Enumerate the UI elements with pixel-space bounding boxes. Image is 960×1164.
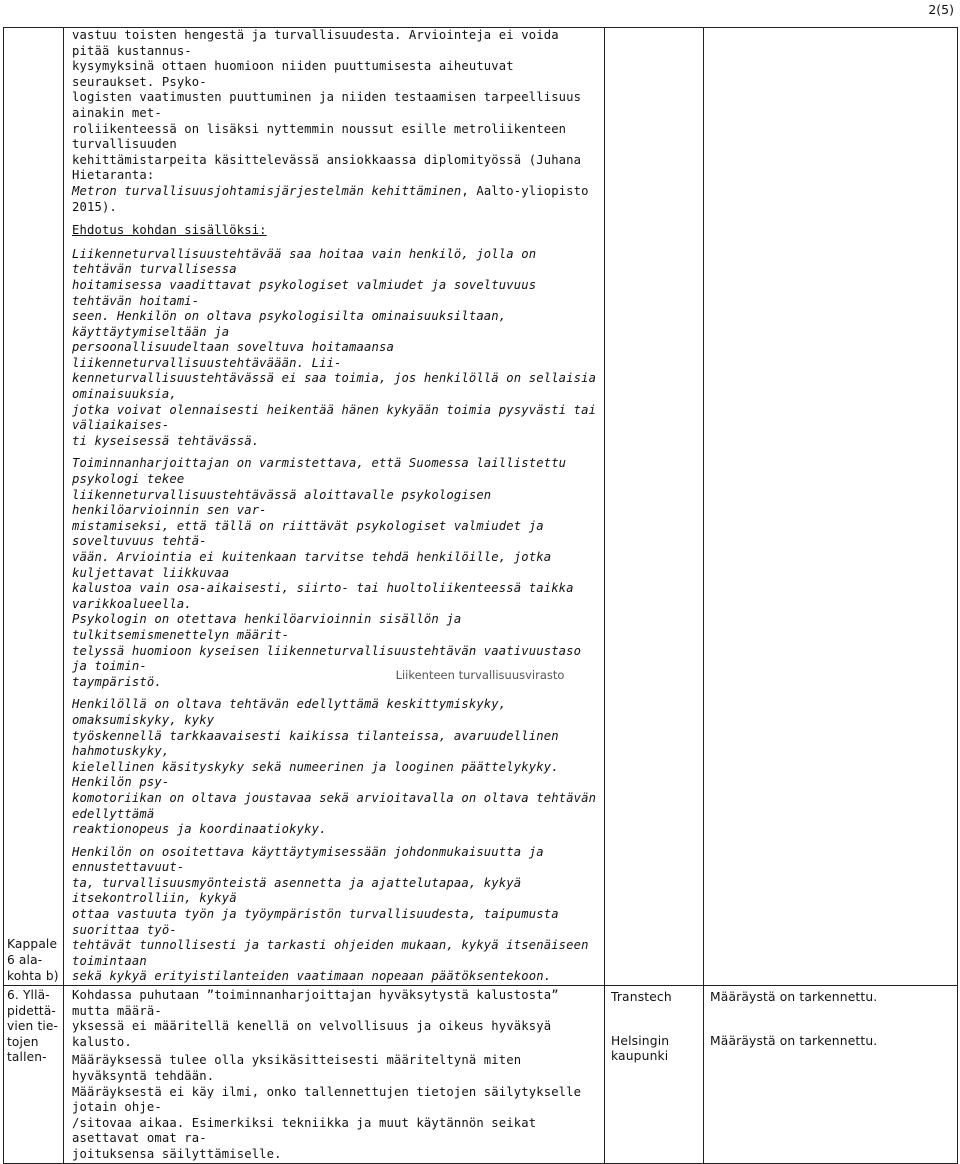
text-line: mistamiseksi, että tällä on riittävät psykologiset valmiudet ja soveltuvuus tehtä- <box>72 518 544 549</box>
text-line: joituksensa säilyttämiselle. <box>72 1146 282 1161</box>
text-line: reaktionopeus ja koordinaatiokyky. <box>72 822 327 837</box>
text-line: kielellinen käsityskyky sekä numeerinen ja looginen päättelykyky. Henkilön psy- <box>72 759 559 790</box>
text-line: seen. Henkilön on oltava psykologisilta ominaisuuksiltaan, käyttäytymiseltään ja <box>72 309 507 339</box>
text-line: kehittämistarpeita käsittelevässä ansiokkaassa diplomityössä (Juhana Hietaranta: <box>72 152 582 183</box>
proposal-heading: Ehdotus kohdan sisällöksi: <box>72 223 267 238</box>
section-label-line: vien tie- <box>7 1019 59 1034</box>
text-line: vastuu toisten hengestä ja turvallisuudesta. Arviointeja ei voida pitää kustannus- <box>72 28 559 58</box>
text-line: Kohdassa puhutaan ”toiminnanharjoittajan hyväksytystä kalustosta” mutta määrä- <box>72 988 559 1018</box>
thesis-source: , Aalto-yliopisto 2015). <box>72 183 589 214</box>
organisation-line: Helsingin <box>611 1033 670 1048</box>
text-line: sekä kykyä erityistilanteiden vaatimaan nopeaan päätöksentekoon. <box>72 969 552 984</box>
section-cell <box>4 986 64 1164</box>
text-line: kysymyksinä ottaen huomioon niiden puuttumisesta aiheutuvat seuraukset. Psyko- <box>72 59 514 89</box>
table-row <box>4 986 958 1164</box>
section-label-line: kohta b) <box>7 969 59 984</box>
comment-cell <box>64 986 605 1164</box>
section-label <box>7 933 60 985</box>
comment-cell <box>64 28 605 986</box>
response-text: Määräystä on tarkennettu. <box>710 990 878 1005</box>
text-line: tehtävät tunnollisesti ja tarkasti ohjeiden mukaan, kykyä itsenäiseen toimintaan <box>72 938 589 968</box>
organisation-cell <box>605 986 704 1164</box>
proposal-paragraph-4 <box>72 845 598 985</box>
section-label-line: tallen- <box>7 1050 47 1065</box>
table-row <box>4 28 958 986</box>
text-line: ta, turvallisuusmyönteistä asennetta ja ajattelutapaa, kykyä itsekontrolliin, kykyä <box>72 875 522 906</box>
text-line: vään. Arviointia ei kuitenkaan tarvitse tehdä henkilöille, jotka kuljettavat liikkuvaa <box>72 550 552 580</box>
section-label-line: 6 ala- <box>7 953 43 968</box>
text-line: /sitovaa aikaa. Esimerkiksi tekniikka ja muut käytännön seikat asettavat omat ra- <box>72 1115 537 1146</box>
text-line: Toiminnanharjoittajan on varmistettava, että Suomessa laillistettu psykologi tekee <box>72 456 567 487</box>
text-line: Psykologin on otettava henkilöarvioinnin sisällön ja tulkitsemismenettelyn määrit- <box>72 612 462 642</box>
text-line: Henkilöllä on oltava tehtävän edellyttämä keskittymiskyky, omaksumiskyky, kyky <box>72 697 507 727</box>
proposal-paragraph-3 <box>72 697 598 837</box>
text-line: kalustoa vain osa-aikaisesti, siirto- tai huoltoliikenteessä taikka varikkoalueella. <box>72 581 574 611</box>
text-line: Henkilön on osoitettava käyttäytymisessään johdonmukaisuutta ja ennustettavuut- <box>72 844 544 875</box>
text-line: ti kyseisessä tehtävässä. <box>72 433 260 448</box>
text-line: jotka voivat olennaisesti heikentää hänen kykyään toimia pysyvästi tai väliaikaises- <box>72 402 597 433</box>
proposal-paragraph-2 <box>72 456 598 690</box>
response-cell <box>704 986 958 1164</box>
footer-agency-name: Liikenteen turvallisuusvirasto <box>395 668 565 682</box>
section-cell <box>4 28 64 986</box>
response-cell <box>704 28 958 986</box>
text-line <box>72 184 598 215</box>
text-line: roliikenteessä on lisäksi nyttemmin noussut esille metroliikenteen turvallisuuden <box>72 121 567 152</box>
text-line: työskennellä tarkkaavaisesti kaikissa tilanteissa, avaruudellinen hahmotuskyky, <box>72 728 559 759</box>
text-line: hoitamisessa vaadittavat psykologiset valmiudet ja soveltuvuus tehtävän hoitami- <box>72 277 537 308</box>
text-line: Määräyksestä ei käy ilmi, onko tallennettujen tietojen säilytykselle jotain ohje- <box>72 1084 582 1115</box>
text-line: persoonallisuudeltaan soveltuva hoitamaansa liikenneturvallisuustehtäväään. Lii- <box>72 340 394 370</box>
paragraph-background <box>72 28 598 215</box>
comments-table <box>3 27 958 1164</box>
organisation-name: Transtech <box>611 990 672 1005</box>
proposal-paragraph-1 <box>72 247 598 450</box>
section-label-line: tojen <box>7 1034 39 1049</box>
text-line: liikenneturvallisuustehtävässä aloittavalle psykologisen henkilöarvioinnin sen var- <box>72 487 492 518</box>
text-line: ottaa vastuuta työn ja työympäristön turvallisuudesta, taipumusta suorittaa työ- <box>72 907 559 937</box>
response-text: Määräystä on tarkennettu. <box>710 1033 878 1048</box>
section-label-line: pidettä- <box>7 1003 56 1018</box>
text-line: telyssä huomioon kyseisen liikenneturvallisuustehtävän vaativuustaso ja toimin- <box>72 643 582 674</box>
text-line: komotoriikan on oltava joustavaa sekä arvioitavalla on oltava tehtävän edellyttämä <box>72 790 597 821</box>
text-line: Määräyksessä tulee olla yksikäsitteisesti määriteltynä miten hyväksyntä tehdään. <box>72 1053 522 1083</box>
section-label-line: Kappale <box>7 937 58 952</box>
text-line: logisten vaatimusten puuttuminen ja niiden testaamisen tarpeellisuus ainakin met- <box>72 90 582 120</box>
organisation-cell <box>605 28 704 986</box>
text-line: Liikenneturvallisuustehtävää saa hoitaa vain henkilö, jolla on tehtävän turvallisessa <box>72 246 537 277</box>
text-line: kenneturvallisuustehtävässä ei saa toimia, jos henkilöllä on sellaisia ominaisuuksia, <box>72 371 597 402</box>
page-number: 2(5) <box>928 2 954 17</box>
text-line: taympäristö. <box>72 674 162 689</box>
section-label-line: 6. Yllä- <box>7 988 50 1003</box>
thesis-title: Metron turvallisuusjohtamisjärjestelmän kehittäminen <box>72 183 462 198</box>
organisation-line: kaupunki <box>611 1049 669 1064</box>
text-line: yksessä ei määritellä kenellä on velvollisuus ja oikeus hyväksyä kalusto. <box>72 1019 552 1049</box>
organisation-name <box>611 1034 699 1065</box>
